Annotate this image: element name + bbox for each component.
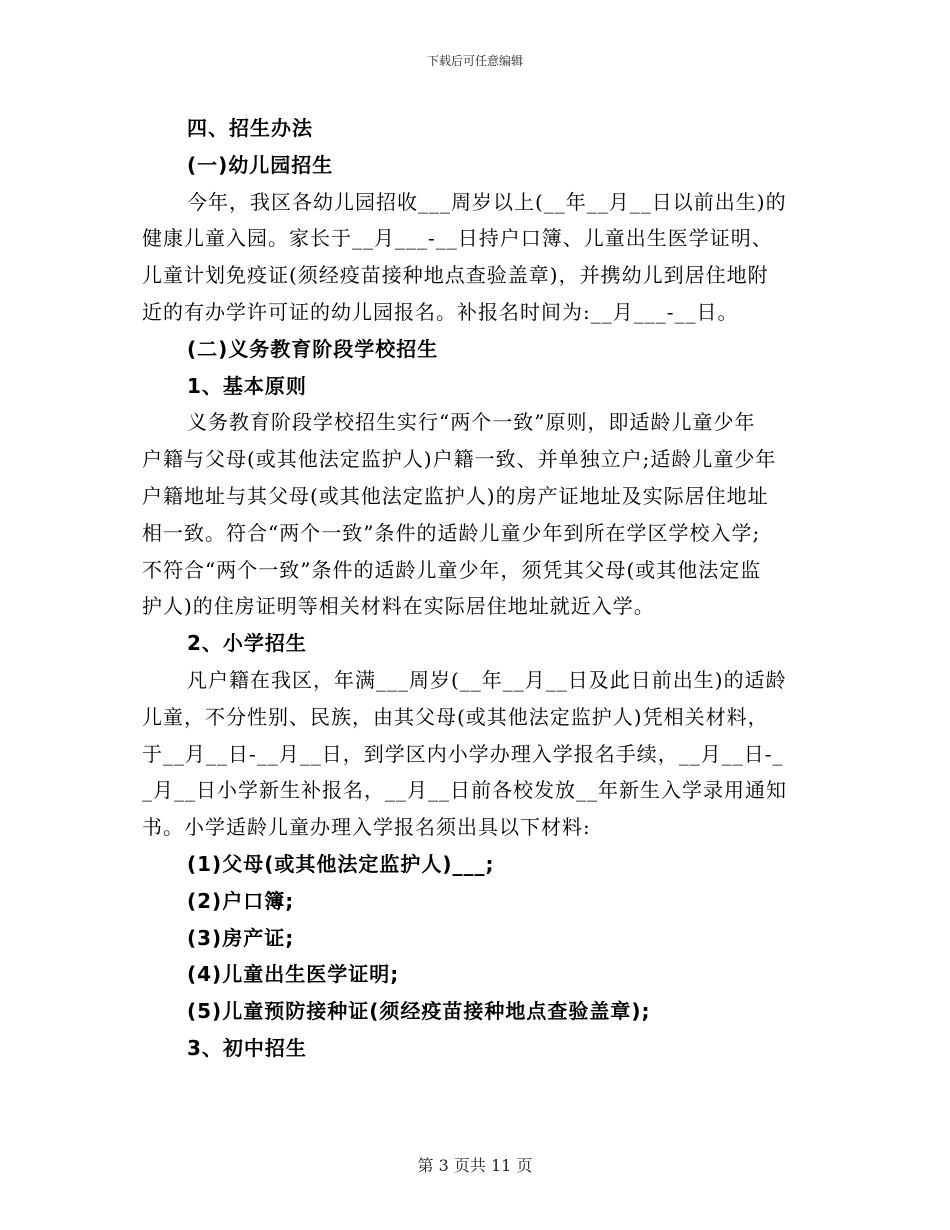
paragraph-line: 不符合“两个一致”条件的适龄儿童少年，须凭其父母(或其他法定监 xyxy=(142,557,762,582)
section-heading: (2)户口簿; xyxy=(187,888,295,913)
section-heading: (3)房产证; xyxy=(187,925,295,950)
page-header: 下载后可任意编辑 xyxy=(426,54,523,68)
section-heading: 3、初中招生 xyxy=(187,1035,307,1060)
page-footer: 第 3 页共 11 页 xyxy=(417,1156,533,1175)
paragraph-line: 义务教育阶段学校招生实行“两个一致”原则，即适龄儿童少年 xyxy=(187,410,756,435)
paragraph-line: _月__日小学新生补报名，__月__日前各校发放__年新生入学录用通知 xyxy=(142,778,787,803)
paragraph-line: 户籍地址与其父母(或其他法定监护人)的房产证地址及实际居住地址 xyxy=(142,483,769,508)
section-heading: (4)儿童出生医学证明; xyxy=(187,962,400,987)
section-heading: (二)义务教育阶段学校招生 xyxy=(187,336,439,361)
section-heading: 四、招生办法 xyxy=(187,116,313,140)
section-heading: (1)父母(或其他法定监护人)___; xyxy=(187,851,495,876)
section-heading: 1、基本原则 xyxy=(187,373,307,398)
document-body xyxy=(142,110,804,1067)
paragraph-line: 于__月__日-__月__日，到学区内小学办理入学报名手续，__月__日-_ xyxy=(142,741,784,766)
section-heading: (一)幼儿园招生 xyxy=(187,152,334,177)
paragraph-line: 护人)的住房证明等相关材料在实际居住地址就近入学。 xyxy=(142,594,655,619)
paragraph-line: 凡户籍在我区，年满___周岁(__年__月__日及此日前出生)的适龄 xyxy=(187,667,787,692)
paragraph-line: 户籍与父母(或其他法定监护人)户籍一致、并单独立户;适龄儿童少年 xyxy=(142,447,777,472)
paragraph-line: 今年，我区各幼儿园招收___周岁以上(__年__月__日以前出生)的 xyxy=(187,189,787,214)
section-heading: 2、小学招生 xyxy=(187,631,307,656)
paragraph-line: 近的有办学许可证的幼儿园报名。补报名时间为:__月___-__日。 xyxy=(142,299,739,324)
section-heading: (5)儿童预防接种证(须经疫苗接种地点查验盖章); xyxy=(187,999,651,1024)
paragraph-line: 书。小学适龄儿童办理入学报名须出具以下材料: xyxy=(142,815,591,840)
paragraph-line: 健康儿童入园。家长于__月___-__日持户口簿、儿童出生医学证明、 xyxy=(142,226,773,251)
paragraph-line: 儿童，不分性别、民族，由其父母(或其他法定监护人)凭相关材料， xyxy=(142,704,769,729)
paragraph-line: 儿童计划免疫证(须经疫苗接种地点查验盖章)，并携幼儿到居住地附 xyxy=(142,263,769,288)
paragraph-line: 相一致。符合“两个一致”条件的适龄儿童少年到所在学区学校入学; xyxy=(142,520,761,545)
